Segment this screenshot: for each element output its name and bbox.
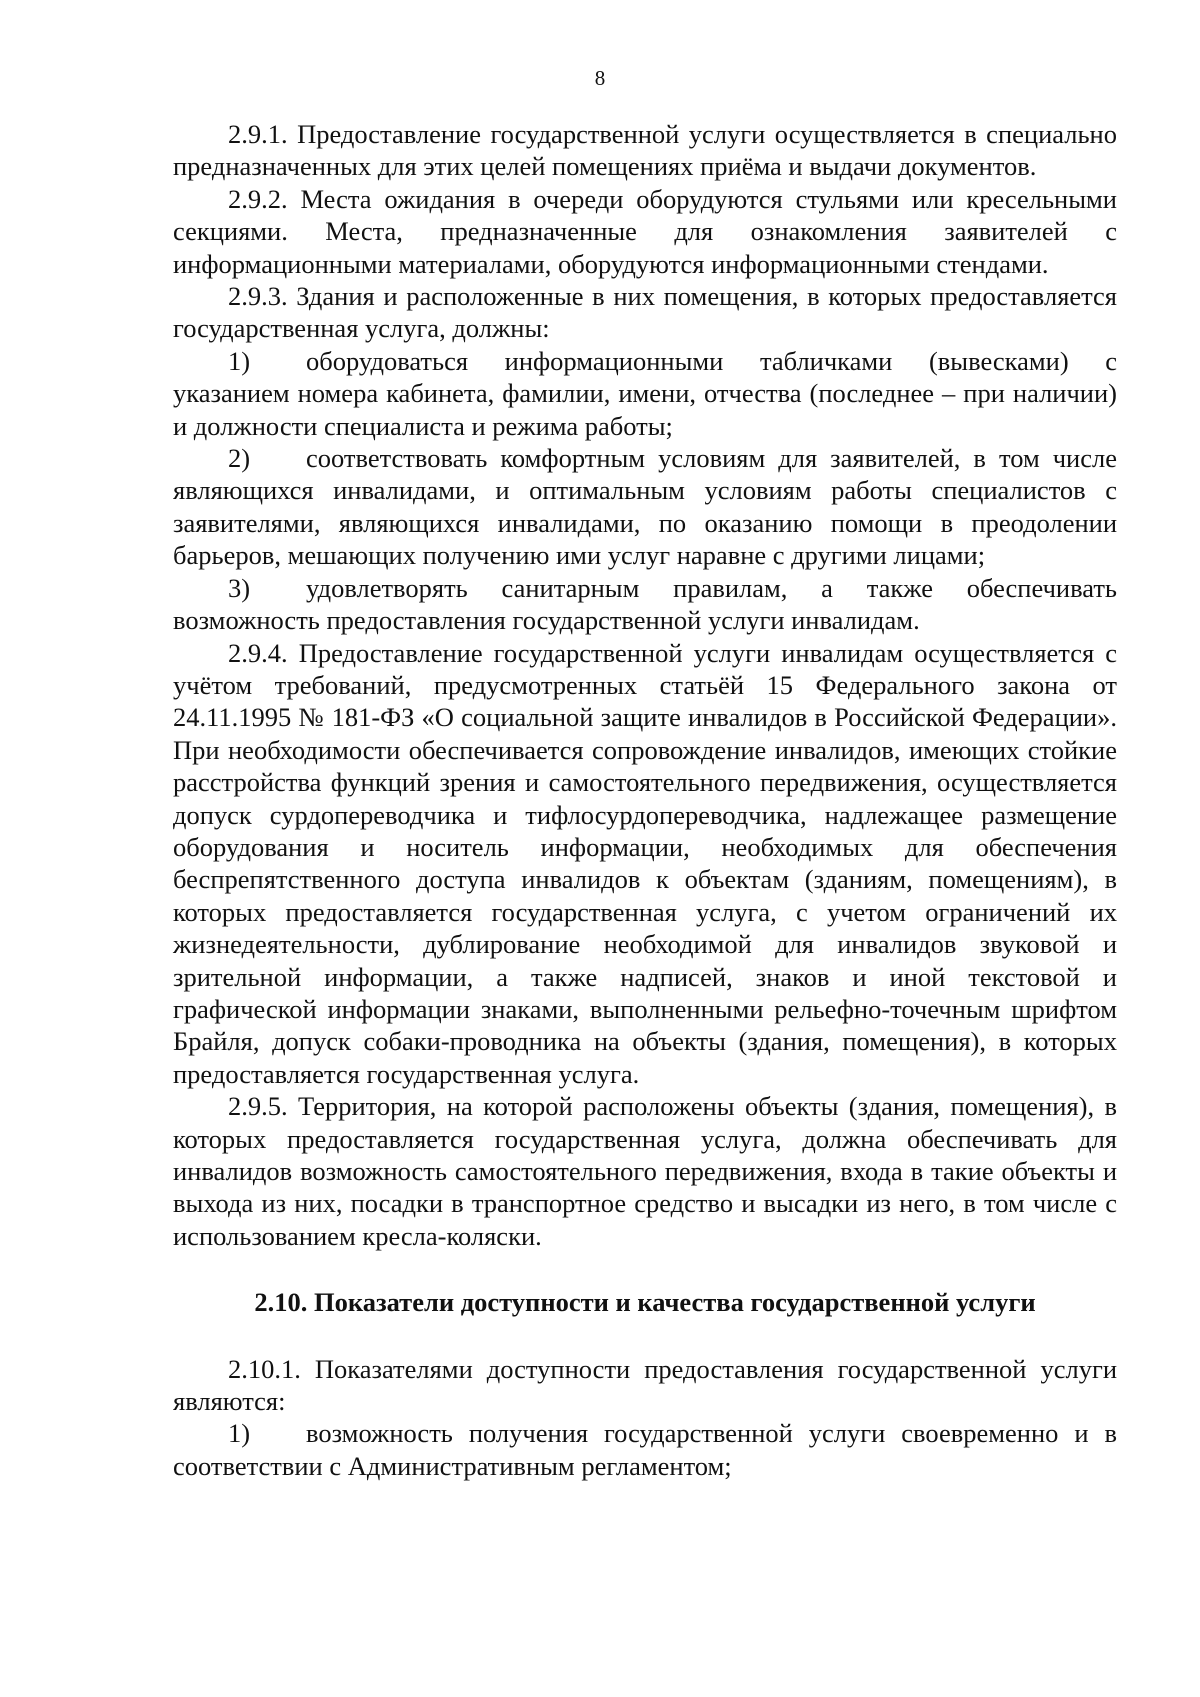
paragraph-2-9-1: 2.9.1. Предоставление государственной услуги осуществляется в специально предназначенных для этих целей помещениях приёма и выдачи документов. — [173, 119, 1117, 182]
list-item-number: 3) — [228, 572, 251, 603]
list-item-text: удовлетворять санитарным правилам, а также обеспечивать возможность предоставления государственной услуги инвалидам. — [173, 572, 1117, 636]
document-body — [173, 118, 1117, 1482]
list-item — [173, 572, 1117, 637]
paragraph-2-10-1: 2.10.1. Показателями доступности предоставления государственной услуги являются: — [173, 1353, 1117, 1417]
paragraph-2-9-4: 2.9.4. Предоставление государственной услуги инвалидам осуществляется с учётом требований, предусмотренных статьёй 15 Федерального закона от 24.11.1995 № 181-ФЗ «О социальной защите инвалидов в Российской Федерации». При необходимости обеспечивается сопровождение инвалидов, имеющих стойкие расстройства функций зрения и самостоятельного передвижения, осуществляется допуск сурдопереводчика и тифлосурдопереводчика, надлежащее размещение оборудования и носитель информации, необходимых для обеспечения беспрепятственного доступа инвалидов к объектам (зданиям, помещениям), в которых предоставляется государственная услуга, с учетом ограничений их жизнедеятельности, дублирование необходимой для инвалидов звуковой и зрительной информации, а также надписей, знаков и иной текстовой и графической информации знаками, выполненными рельефно-точечным шрифтом Брайля, допуск собаки-проводника на объекты (здания, помещения), в которых предоставляется государственная услуга. — [173, 637, 1117, 1089]
paragraph-2-9-2: 2.9.2. Места ожидания в очереди оборудуются стульями или кресельными секциями. Места, предназначенные для ознакомления заявителей с информационными материалами, оборудуются информационными стендами. — [173, 183, 1117, 279]
list-item-text: оборудоваться информационными табличками (вывесками) с указанием номера кабинета, фамилии, имени, отчества (последнее – при наличии) и должности специалиста и режима работы; — [173, 345, 1117, 441]
list-item-number: 1) — [228, 1418, 251, 1449]
list-item-number: 2) — [228, 443, 251, 474]
paragraph-2-9-3: 2.9.3. Здания и расположенные в них помещения, в которых предоставляется государственная услуга, должны: — [173, 281, 1117, 344]
list-item-text: соответствовать комфортным условиям для заявителей, в том числе являющихся инвалидами, и оптимальным условиям работы специалистов с заявителями, являющихся инвалидами, по оказанию помощи в преодолении барьеров, мешающих получению ими услуг наравне с другими лицами; — [173, 443, 1117, 571]
list-item — [173, 345, 1117, 442]
paragraph-2-9-5: 2.9.5. Территория, на которой расположены объекты (здания, помещения), в которых предоставляется государственная услуга, должна обеспечивать для инвалидов возможность самостоятельного передвижения, входа в такие объекты и выхода из них, посадки в транспортное средство и высадки из него, в том числе с использованием кресла-коляски. — [173, 1091, 1117, 1251]
list-item — [173, 442, 1117, 572]
page-number: 8 — [594, 66, 606, 90]
list-item-number: 1) — [228, 345, 251, 376]
list-item — [173, 1417, 1117, 1482]
section-heading-2-10: 2.10. Показатели доступности и качества государственной услуги — [254, 1287, 1036, 1318]
list-item-text: возможность получения государственной услуги своевременно и в соответствии с Административным регламентом; — [173, 1418, 1117, 1481]
